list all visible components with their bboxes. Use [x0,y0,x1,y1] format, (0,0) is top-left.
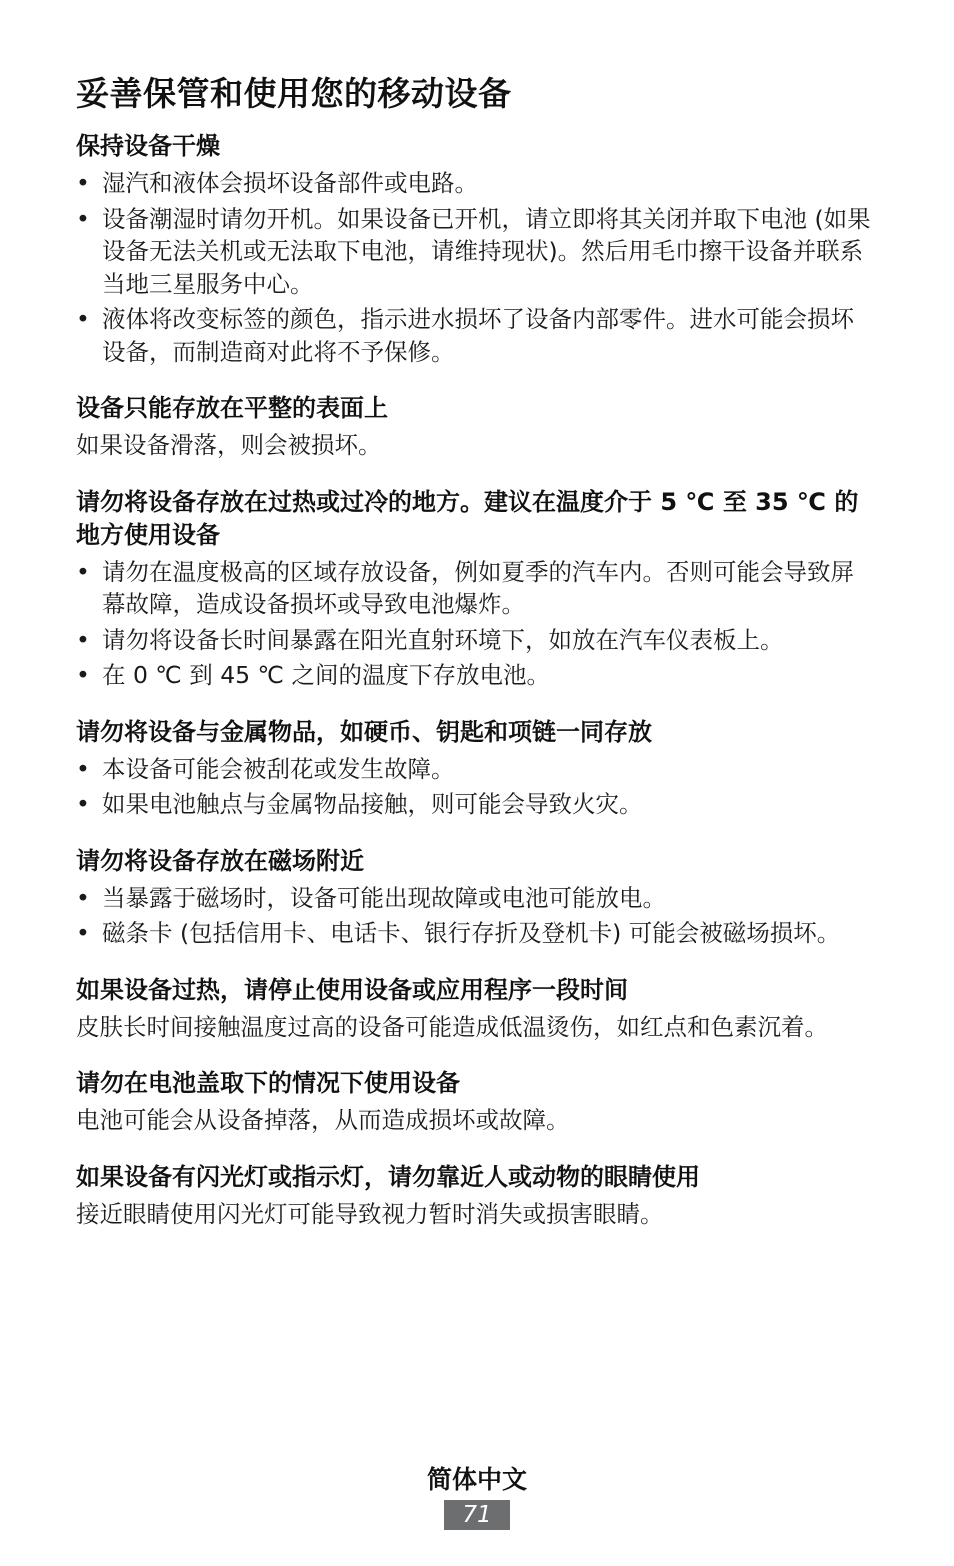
section-overheating [76,974,876,1044]
page-number: 71 [444,1500,510,1530]
bullet-icon: • [76,919,90,947]
list-item-text: 磁条卡 (包括信用卡、电话卡、银行存折及登机卡) 可能会被磁场损坏。 [102,919,841,947]
bullet-list [76,556,876,692]
section-keep-dry [76,130,876,368]
page-footer [0,1462,954,1530]
section-body: 电池可能会从设备掉落，从而造成损坏或故障。 [76,1106,570,1134]
list-item-text: 在 0 ℃ 到 45 ℃ 之间的温度下存放电池。 [102,661,550,689]
page-content [76,70,876,1254]
section-heading: 请勿在电池盖取下的情况下使用设备 [76,1069,460,1097]
section-flat-surface [76,392,876,462]
list-item [76,624,876,657]
list-item [76,659,876,692]
list-item-text: 湿汽和液体会损坏设备部件或电路。 [102,169,478,197]
section-body: 皮肤长时间接触温度过高的设备可能造成低温烫伤，如红点和色素沉着。 [76,1012,828,1041]
list-item [76,917,876,950]
list-item-text: 设备潮湿时请勿开机。如果设备已开机，请立即将其关闭并取下电池 (如果设备无法关机或无法取下电池，请维持现状)。然后用毛巾擦干设备并联系当地三星服务中心。 [102,204,871,298]
list-item-text: 如果电池触点与金属物品接触，则可能会导致火灾。 [102,790,643,818]
bullet-list [76,882,876,950]
section-heading: 保持设备干燥 [76,132,220,160]
bullet-icon: • [76,169,90,197]
footer-language: 简体中文 [426,1465,527,1494]
list-item [76,303,876,368]
bullet-list [76,753,876,821]
list-item [76,203,876,301]
bullet-icon: • [76,754,90,783]
list-item-text: 本设备可能会被刮花或发生故障。 [102,754,455,783]
section-heading: 请勿将设备与金属物品，如硬币、钥匙和项链一同存放 [76,717,652,746]
bullet-icon: • [76,557,90,586]
bullet-list [76,167,876,368]
section-heading: 请勿将设备存放在过热或过冷的地方。建议在温度介于 5 ℃ 至 35 ℃ 的地方使用设备 [76,487,859,549]
section-body: 接近眼睛使用闪光灯可能导致视力暂时消失或损害眼睛。 [76,1199,664,1228]
section-heading: 如果设备过热，请停止使用设备或应用程序一段时间 [76,975,628,1004]
section-flash-eyes [76,1161,876,1231]
list-item [76,556,876,621]
list-item-text: 请勿将设备长时间暴露在阳光直射环境下，如放在汽车仪表板上。 [102,625,784,654]
list-item-text: 请勿在温度极高的区域存放设备，例如夏季的汽车内。否则可能会导致屏幕故障，造成设备损坏或导致电池爆炸。 [102,557,854,618]
section-magnetic-fields [76,845,876,950]
list-item [76,167,876,200]
section-heading: 设备只能存放在平整的表面上 [76,394,388,422]
section-body: 如果设备滑落，则会被损坏。 [76,431,382,459]
section-battery-cover [76,1067,876,1137]
page-title: 妥善保管和使用您的移动设备 [76,74,512,113]
section-heading: 请勿将设备存放在磁场附近 [76,846,364,875]
section-heading: 如果设备有闪光灯或指示灯，请勿靠近人或动物的眼睛使用 [76,1162,700,1191]
bullet-icon: • [76,204,90,233]
bullet-icon: • [76,661,90,689]
list-item [76,882,876,915]
list-item-text: 当暴露于磁场时，设备可能出现故障或电池可能放电。 [102,883,666,912]
list-item [76,753,876,786]
list-item [76,788,876,821]
bullet-icon: • [76,883,90,912]
bullet-icon: • [76,305,90,333]
bullet-icon: • [76,790,90,818]
bullet-icon: • [76,625,90,654]
list-item-text: 液体将改变标签的颜色，指示进水损坏了设备内部零件。进水可能会损坏设备，而制造商对此将不予保修。 [102,305,854,366]
section-metal-objects [76,716,876,821]
section-temperature [76,486,876,692]
